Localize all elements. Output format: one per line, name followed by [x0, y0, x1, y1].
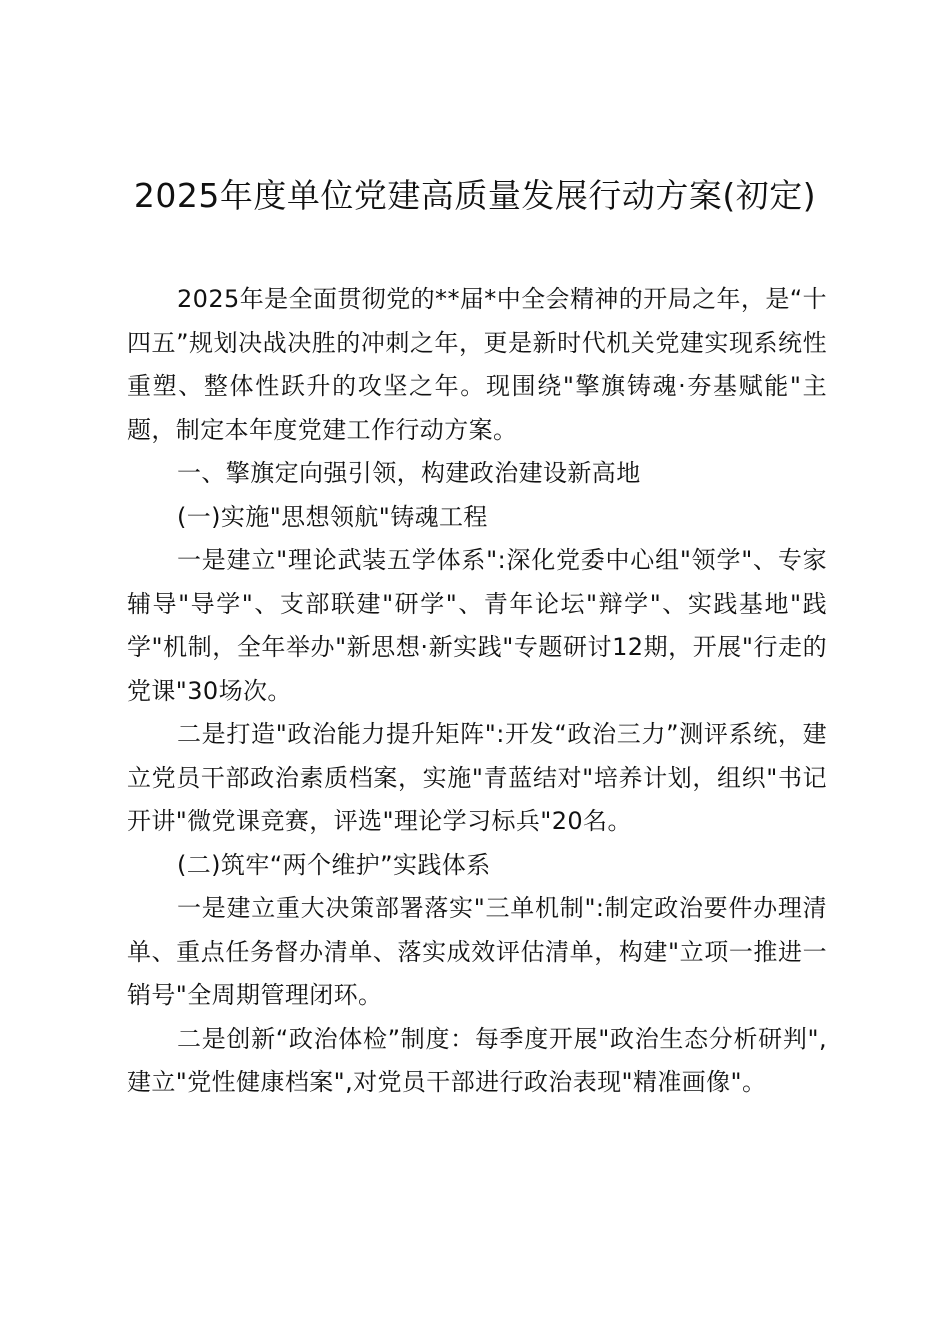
body-paragraph: 二是创新“政治体检”制度：每季度开展"政治生态分析研判",建立"党性健康档案",对党员干部进行政治表现"精准画像"。: [127, 1024, 827, 1096]
subsection-heading-1: (一)实施"思想领航"铸魂工程: [177, 502, 488, 531]
body-paragraph: 二是打造"政治能力提升矩阵":开发“政治三力”测评系统，建立党员干部政治素质档案，实施"青蓝结对"培养计划，组织"书记开讲"微党课竞赛，评选"理论学习标兵"20名。: [127, 720, 827, 835]
intro-paragraph: 2025年是全面贯彻党的**届*中全会精神的开局之年，是“十四五”规划决战决胜的冲刺之年，更是新时代机关党建实现系统性重塑、整体性跃升的攻坚之年。现围绕"擎旗铸魂·夯基赋能"主题，制定本年度党建工作行动方案。: [127, 285, 827, 444]
body-paragraph: 一是建立"理论武装五学体系":深化党委中心组"领学"、专家辅导"导学"、支部联建"研学"、青年论坛"辩学"、实践基地"践学"机制，全年举办"新思想·新实践"专题研讨12期，开展"行走的党课"30场次。: [127, 546, 827, 705]
subsection-heading-2: (二)筑牢“两个维护”实践体系: [177, 850, 491, 879]
section-heading-1: 一、擎旗定向强引领，构建政治建设新高地: [177, 459, 641, 487]
document-title: 2025年度单位党建高质量发展行动方案(初定): [133, 176, 817, 215]
body-paragraph: 一是建立重大决策部署落实"三单机制":制定政治要件办理清单、重点任务督办清单、落实成效评估清单，构建"立项一推进一销号"全周期管理闭环。: [127, 894, 827, 1009]
document-body: [127, 278, 827, 1105]
